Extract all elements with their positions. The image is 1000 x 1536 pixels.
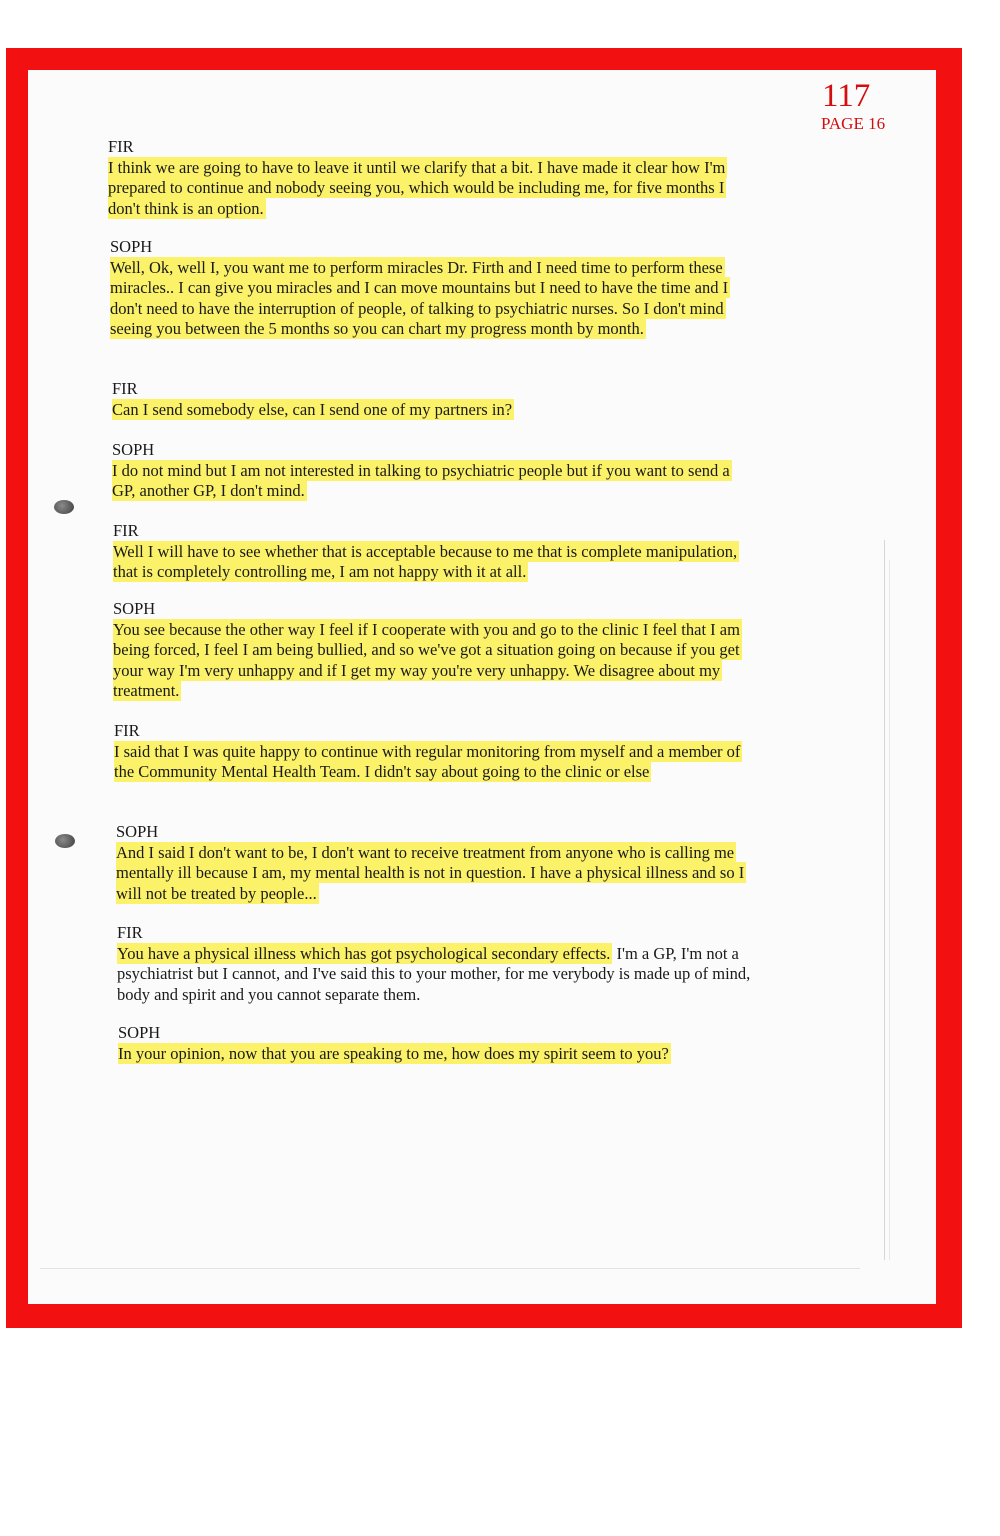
speech-text bbox=[110, 258, 750, 340]
dialogue-entry bbox=[110, 237, 750, 340]
scan-edge-line bbox=[884, 540, 885, 1260]
speaker-label: SOPH bbox=[118, 1023, 161, 1042]
speech-text bbox=[108, 158, 748, 219]
highlighted-text: I do not mind but I am not interested in talking to psychiatric people but if you want to send a GP, another GP, I don't mind. bbox=[112, 461, 730, 501]
dialogue-entry bbox=[113, 599, 753, 702]
speech-text bbox=[113, 620, 753, 702]
highlighted-text: And I said I don't want to be, I don't want to receive treatment from anyone who is calling me mentally ill because I am, my mental health is not in question. I have a physical illness and so I will not be treated by people... bbox=[116, 843, 745, 903]
speaker-label: SOPH bbox=[113, 599, 156, 618]
dialogue-entry bbox=[112, 440, 752, 502]
speech-text bbox=[118, 1044, 758, 1064]
highlighted-text: Well, Ok, well I, you want me to perform miracles Dr. Firth and I need time to perform these miracles.. I can give you miracles and I can move mountains but I need to have the time and I don't need to have the interruption of people, of talking to psychiatric nurses. So I don't mind seeing you between the 5 months so you can chart my progress month by month. bbox=[110, 258, 729, 339]
scan-edge-line bbox=[889, 560, 890, 1260]
speech-text bbox=[116, 843, 756, 904]
highlighted-text: Can I send somebody else, can I send one of my partners in? bbox=[112, 400, 513, 419]
speech-text bbox=[113, 542, 753, 583]
speaker-label: FIR bbox=[112, 379, 138, 398]
scan-bottom-line bbox=[40, 1268, 860, 1269]
unhighlighted-text: I'm a GP, I'm not a psychiatrist but I cannot, and I've said this to your mother, for me verybody is made up of mind, body and spirit and you cannot separate them. bbox=[117, 944, 751, 1004]
highlighted-text: Well I will have to see whether that is acceptable because to me that is complete manipulation, that is completely controlling me, I am not happy with it at all. bbox=[113, 542, 738, 582]
speaker-label: FIR bbox=[113, 521, 139, 540]
speaker-label: FIR bbox=[117, 923, 143, 942]
highlighted-text: I think we are going to have to leave it until we clarify that a bit. I have made it clear how I'm prepared to continue and nobody seeing you, which would be including me, for five months I don't think is an option. bbox=[108, 158, 726, 218]
dialogue-entry bbox=[114, 721, 754, 783]
dialogue-entry bbox=[117, 923, 757, 1005]
highlighted-text: You have a physical illness which has got psychological secondary effects. bbox=[117, 944, 611, 963]
speech-text bbox=[117, 944, 757, 1005]
dialogue-entry bbox=[116, 822, 756, 904]
speech-text bbox=[112, 400, 752, 420]
page-number: 117 bbox=[822, 78, 871, 114]
dialogue-entry bbox=[113, 521, 753, 583]
highlighted-text: I said that I was quite happy to continue with regular monitoring from myself and a member of the Community Mental Health Team. I didn't say about going to the clinic or else bbox=[114, 742, 741, 782]
highlighted-text: You see because the other way I feel if I cooperate with you and go to the clinic I feel that I am being forced, I feel I am being bullied, and so we've got a situation going on because if you get your way I'm very unhappy and if I get my way you're very unhappy. We disagree about my treatment. bbox=[113, 620, 740, 701]
punch-hole-mark bbox=[55, 834, 75, 848]
speaker-label: SOPH bbox=[116, 822, 159, 841]
highlighted-text: In your opinion, now that you are speaking to me, how does my spirit seem to you? bbox=[118, 1044, 669, 1063]
dialogue-entry bbox=[118, 1023, 758, 1064]
speaker-label: SOPH bbox=[112, 440, 155, 459]
speaker-label: FIR bbox=[108, 137, 134, 156]
speaker-label: FIR bbox=[114, 721, 140, 740]
dialogue-entry bbox=[112, 379, 752, 420]
speaker-label: SOPH bbox=[110, 237, 153, 256]
dialogue-entry bbox=[108, 137, 748, 219]
punch-hole-mark bbox=[54, 500, 74, 514]
speech-text bbox=[112, 461, 752, 502]
speech-text bbox=[114, 742, 754, 783]
page-label: PAGE 16 bbox=[821, 114, 886, 133]
